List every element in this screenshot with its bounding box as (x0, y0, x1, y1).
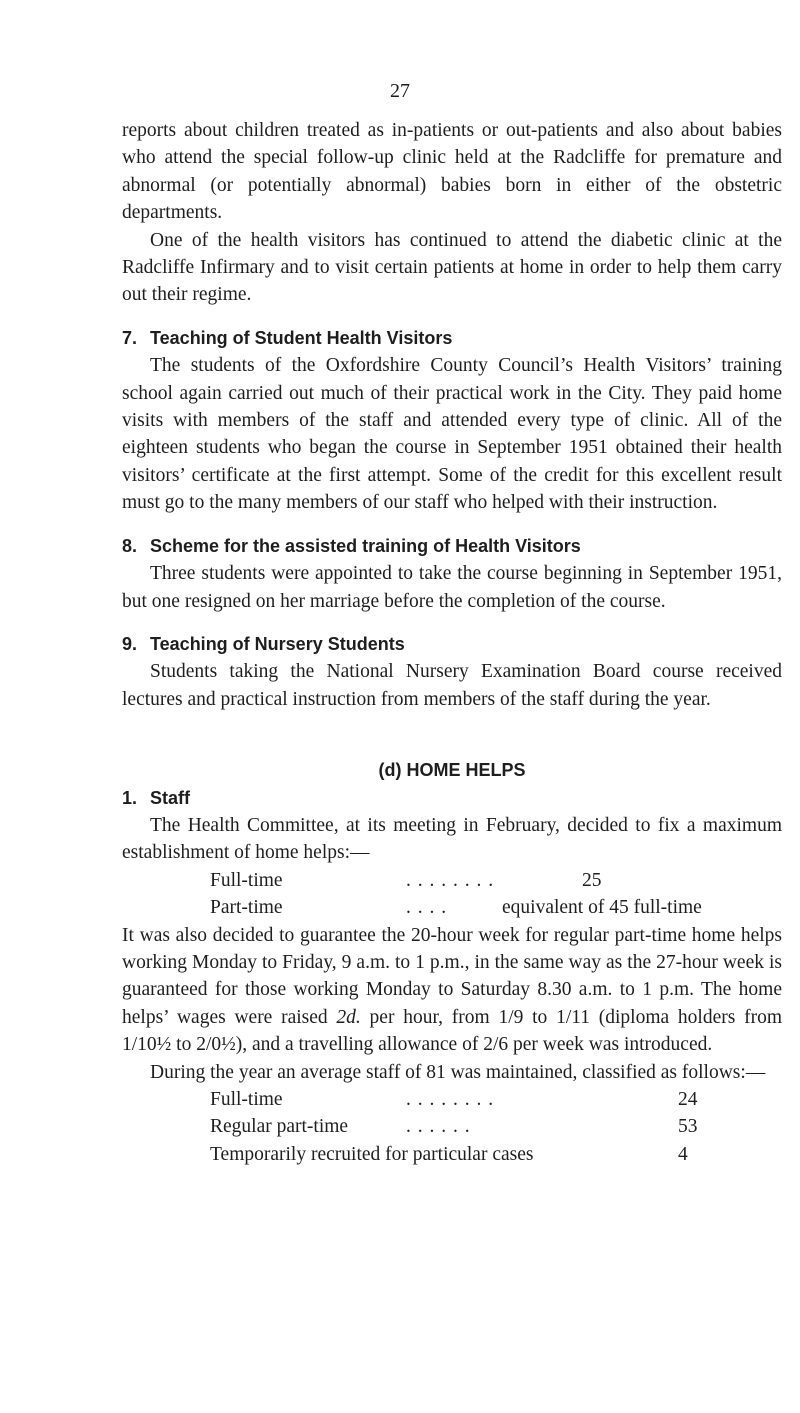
paragraph-diabetic-clinic: One of the health visitors has continued to attend the diabetic clinic at the Radcliffe Infirmary and to visit certain patients at home in order to help them carry out their regime. (122, 229, 782, 306)
row-label: Part-time (210, 897, 283, 919)
home-helps-intro: The Health Committee, at its meeting in February, decided to fix a maximum establishment of home helps:— (122, 814, 782, 864)
row-label: Full-time (210, 1089, 283, 1110)
section-title: Teaching of Nursery Students (150, 633, 405, 654)
row-label: Regular part-time (210, 1116, 349, 1138)
section-heading-8 (122, 533, 782, 560)
section-heading-9 (122, 631, 782, 658)
section-body-8: Three students were appointed to take the course beginning in September 1951, but one resigned on her marriage before the completion of the course. (122, 563, 782, 612)
row-value: 25 (582, 869, 602, 891)
leader-dots: . . . . . . (406, 1116, 471, 1138)
guarantee-text-b: per hour, from 1/9 to 1/11 (diploma holders from 1/10½ to 2/0½), and a travelling allowance of 2/6 per week was introduced. (122, 1006, 782, 1056)
classified-row-full-time (122, 1086, 782, 1113)
section-number: 9. (122, 633, 138, 654)
staff-heading (122, 785, 782, 812)
row-label: Temporarily recruited for particular cases (210, 1143, 534, 1165)
establishment-row-part-time (122, 894, 782, 921)
leader-dots: . . . . . . . . (406, 1089, 495, 1110)
home-helps-section-title: (d) HOME HELPS (378, 760, 526, 781)
staff-title: Staff (150, 787, 190, 808)
average-staff-paragraph: During the year an average staff of 81 was maintained, classified as follows:— (150, 1061, 766, 1083)
establishment-row-full-time (122, 867, 782, 894)
row-value: 24 (678, 1089, 698, 1110)
classified-row-regular-part-time (122, 1113, 782, 1140)
row-value: 53 (678, 1116, 698, 1138)
section-number: 7. (122, 327, 138, 348)
section-heading-7 (122, 325, 782, 352)
page-content (122, 117, 782, 1168)
leader-dots: . . . . . . . . (406, 869, 495, 891)
leader-dots: . . . . (406, 897, 448, 919)
row-label: Full-time (210, 869, 283, 891)
page-number: 27 (390, 80, 410, 102)
section-body-9: Students taking the National Nursery Examination Board course received lectures and practical instruction from members of the staff during the year. (122, 661, 782, 710)
row-value: 4 (678, 1143, 688, 1165)
wage-increase: 2d. (336, 1006, 361, 1028)
section-title: Teaching of Student Health Visitors (150, 327, 453, 348)
section-title: Scheme for the assisted training of Health Visitors (150, 535, 581, 556)
staff-number: 1. (122, 787, 138, 808)
paragraph-intro: reports about children treated as in-patients or out-patients and also about babies who attend the special follow-up clinic held at the Radcliffe for premature and abnormal (or potentially abnormal) babies born in either of the obstetric departments. (122, 120, 782, 224)
guarantee-text-a: It was also decided to guarantee the 20-hour week for regular part-time home helps working Monday to Friday, 9 a.m. to 1 p.m., in the same way as the 27-hour week is guaranteed for those working Monday to Saturday 8.30 a.m. to 1 p.m. The home helps’ wages were raised (122, 924, 782, 1028)
section-number: 8. (122, 535, 138, 556)
section-body-7: The students of the Oxfordshire County Council’s Health Visitors’ training school again carried out much of their practical work in the City. They paid home visits with members of the staff and attended every type of clinic. All of the eighteen students who began the course in September 1951 obtained their health visitors’ certificate at the first attempt. Some of the credit for this excellent result must go to the many members of our staff who helped with their instruction. (122, 355, 782, 514)
classified-row-temporary (122, 1141, 782, 1168)
row-value: equivalent of 45 full-time (502, 897, 702, 919)
guarantee-paragraph (122, 922, 782, 1059)
